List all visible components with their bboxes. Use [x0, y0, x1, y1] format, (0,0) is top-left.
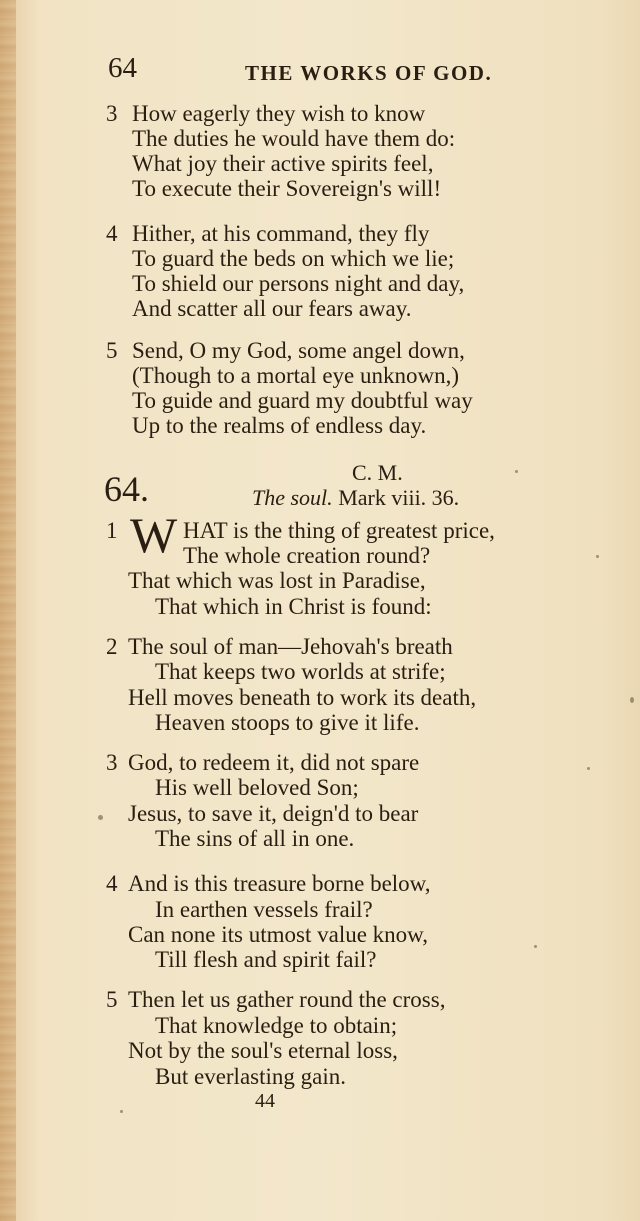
verse-text: Can none its utmost value know, — [128, 922, 429, 947]
stanza-line — [0, 296, 640, 322]
stanza-line — [0, 1064, 640, 1090]
stanza-line — [0, 338, 640, 364]
verse-text: His well beloved Son; — [155, 775, 359, 800]
stanza-line — [0, 176, 640, 202]
verse-text: Not by the soul's eternal loss, — [128, 1038, 398, 1063]
stanza-line — [0, 710, 640, 736]
stanza-line — [0, 1013, 640, 1039]
verse-text: The duties he would have them do: — [132, 126, 456, 151]
stanza-line — [0, 922, 640, 948]
scripture-reference: Mark viii. 36. — [338, 485, 460, 510]
stanza-line — [0, 246, 640, 272]
verse-text: Jesus, to save it, deign'd to bear — [128, 801, 419, 826]
stanza-number: 2 — [106, 634, 118, 659]
stanza-line — [0, 594, 640, 620]
verse-text: In earthen vessels frail? — [155, 897, 373, 922]
stanza-line — [0, 518, 640, 544]
stanza-line — [0, 750, 640, 776]
hymn-heading — [0, 458, 640, 518]
verse-text: The soul of man—Jehovah's breath — [128, 634, 453, 659]
verse-text: To execute their Sovereign's will! — [132, 176, 442, 201]
stanza-line — [0, 126, 640, 152]
stanza-line — [0, 987, 640, 1013]
stanza-line — [0, 659, 640, 685]
stanza-line — [0, 947, 640, 973]
signature-mark: 44 — [255, 1090, 275, 1112]
verse-text: That keeps two worlds at strife; — [155, 659, 446, 684]
verse-text: That which was lost in Paradise, — [128, 568, 426, 593]
verse-text: But everlasting gain. — [155, 1064, 346, 1089]
hymn-subject — [252, 485, 459, 511]
page-header — [0, 52, 640, 92]
verse-text: To shield our persons night and day, — [132, 271, 465, 296]
verse-text: And scatter all our fears away. — [132, 296, 412, 321]
stanza-line — [0, 151, 640, 177]
paper-speck — [534, 945, 537, 948]
verse-text: That which in Christ is found: — [155, 594, 432, 619]
stanza-line — [0, 826, 640, 852]
verse-text: Then let us gather round the cross, — [128, 987, 446, 1012]
stanza-line — [0, 568, 640, 594]
stanza-line — [0, 101, 640, 127]
verse-text: What joy their active spirits feel, — [132, 151, 434, 176]
stanza-line — [0, 363, 640, 389]
verse-text: Send, O my God, some angel down, — [132, 338, 465, 363]
hymn-number: 64. — [104, 469, 149, 509]
verse-text: Heaven stoops to give it life. — [155, 710, 420, 735]
stanza-number: 3 — [106, 750, 118, 775]
subject-title: The soul. — [252, 485, 333, 510]
hymn-meter: C. M. — [352, 460, 403, 485]
verse-text: The whole creation round? — [183, 543, 431, 568]
paper-speck — [98, 815, 103, 820]
paper-speck — [587, 767, 590, 770]
verse-text: To guard the beds on which we lie; — [132, 246, 455, 271]
stanza-line — [0, 1038, 640, 1064]
verse-text: And is this treasure borne below, — [128, 871, 431, 896]
paper-speck — [596, 555, 599, 558]
stanza-number: 5 — [106, 338, 118, 363]
stanza-number: 5 — [106, 987, 118, 1012]
verse-text: The sins of all in one. — [155, 826, 355, 851]
verse-text: Up to the realms of endless day. — [132, 413, 427, 438]
stanza-line — [0, 271, 640, 297]
stanza-line — [0, 801, 640, 827]
stanza-line — [0, 871, 640, 897]
verse-text: (Though to a mortal eye unknown,) — [132, 363, 460, 388]
paper-speck — [515, 470, 518, 473]
verse-text: God, to redeem it, did not spare — [128, 750, 420, 775]
running-title: THE WORKS OF GOD. — [245, 61, 493, 85]
verse-text: Till flesh and spirit fail? — [155, 947, 377, 972]
stanza-line — [0, 897, 640, 923]
verse-text: To guide and guard my doubtful way — [132, 388, 473, 413]
stanza-line — [0, 388, 640, 414]
stanza-number: 4 — [106, 871, 118, 896]
page-number: 64 — [108, 52, 137, 84]
verse-text: How eagerly they wish to know — [132, 101, 426, 126]
verse-text: HAT is the thing of greatest price, — [183, 518, 495, 543]
stanza-line — [0, 221, 640, 247]
stanza-number: 4 — [106, 221, 118, 246]
stanza-line — [0, 685, 640, 711]
stanza-line — [0, 413, 640, 439]
stanza-number: 3 — [106, 101, 118, 126]
paper-speck — [630, 697, 634, 703]
stanza-line — [0, 634, 640, 660]
verse-text: Hell moves beneath to work its death, — [128, 685, 477, 710]
paper-speck — [120, 1110, 123, 1113]
stanza-line — [0, 775, 640, 801]
verse-text: Hither, at his command, they fly — [132, 221, 430, 246]
stanza-number: 1 — [106, 518, 118, 543]
drop-cap: W — [130, 507, 178, 563]
verse-text: That knowledge to obtain; — [155, 1013, 398, 1038]
stanza-line — [0, 543, 640, 569]
